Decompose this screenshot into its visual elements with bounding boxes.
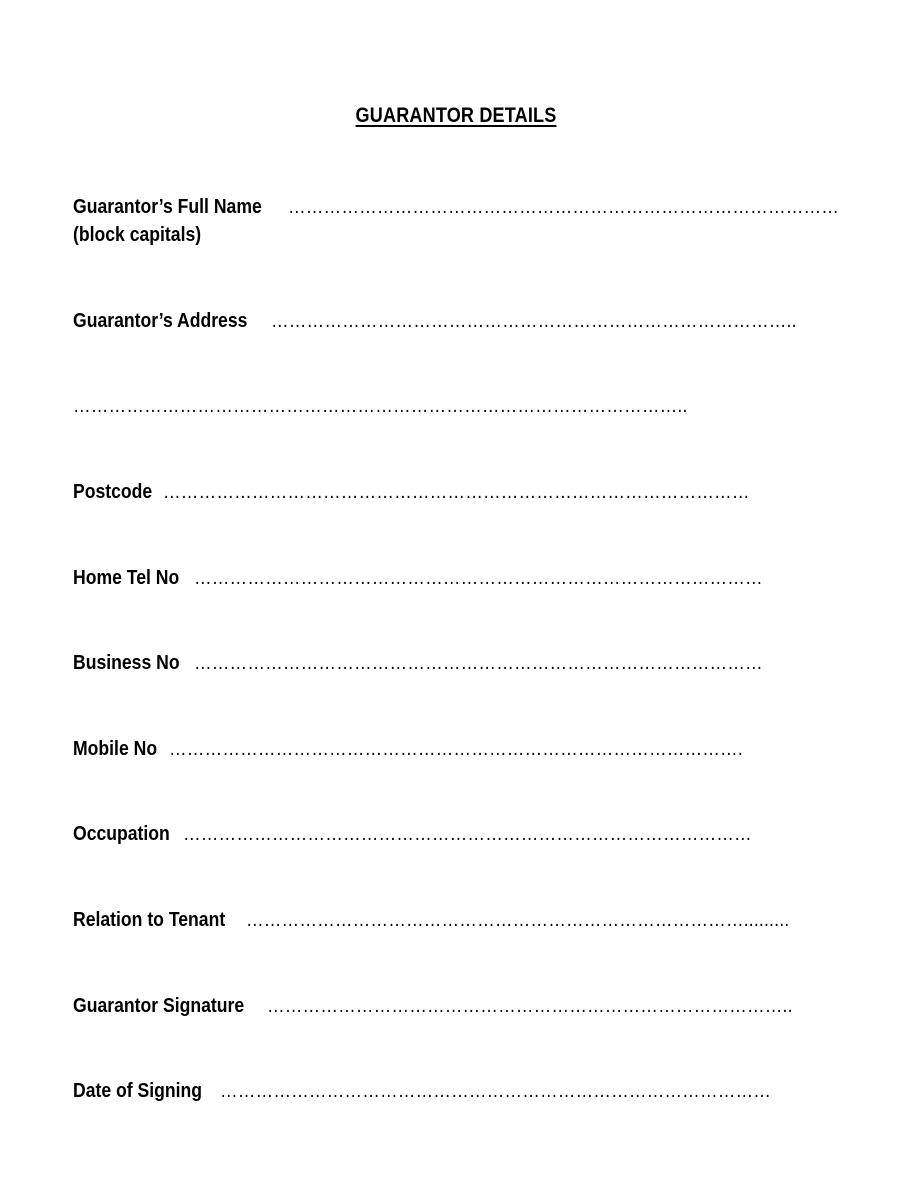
field-label-guarantor-signature: Guarantor Signature (73, 995, 245, 1017)
field-line-occupation: …………………………………………………………………………………… (183, 823, 752, 845)
field-line-mobile-no: ……………………………………………………………………………………. (168, 738, 743, 760)
field-line-business-no: …………………………………………………………………………………… (194, 652, 763, 674)
field-line-date-of-signing: ………………………………………………………………………………… (219, 1080, 771, 1102)
field-label-occupation: Occupation (73, 823, 170, 845)
field-line-relation-to-tenant: …………………………………………………………………………......... (245, 909, 790, 931)
field-relation-to-tenant (73, 908, 834, 932)
field-date-of-signing (73, 1079, 838, 1103)
field-business-no (73, 651, 833, 675)
form-title-text: GUARANTOR DETAILS (355, 104, 557, 127)
field-address-line-2 (73, 394, 841, 418)
form-title (64, 104, 848, 128)
field-label-date-of-signing: Date of Signing (73, 1080, 203, 1102)
field-address (73, 309, 841, 333)
field-label-relation-to-tenant: Relation to Tenant (73, 909, 226, 931)
field-label-address: Guarantor’s Address (73, 310, 248, 332)
field-label-full-name: Guarantor’s Full Name (73, 196, 262, 218)
field-label-mobile-no: Mobile No (73, 738, 158, 760)
field-line-address: …………………………………………………………………………….. (271, 310, 797, 332)
field-line-guarantor-signature: …………………………………………………………………………….. (267, 995, 794, 1017)
field-mobile-no (73, 737, 839, 761)
field-label-business-no: Business No (73, 652, 180, 674)
field-line-address-line-2: ………………………………………………………………………………………….. (73, 395, 688, 417)
field-note-block-capitals: (block capitals) (73, 224, 202, 246)
field-postcode (73, 480, 840, 504)
field-line-postcode: ……………………………………………………………………………………… (163, 481, 750, 503)
field-guarantor-signature (73, 994, 841, 1018)
field-label-postcode: Postcode (73, 481, 153, 503)
field-line-full-name: ………………………………………………………………………………… (287, 196, 839, 218)
field-home-tel (73, 566, 833, 590)
field-label-home-tel: Home Tel No (73, 567, 180, 589)
field-full-name (73, 195, 839, 219)
field-occupation (73, 822, 840, 846)
field-line-home-tel: …………………………………………………………………………………… (193, 567, 763, 589)
